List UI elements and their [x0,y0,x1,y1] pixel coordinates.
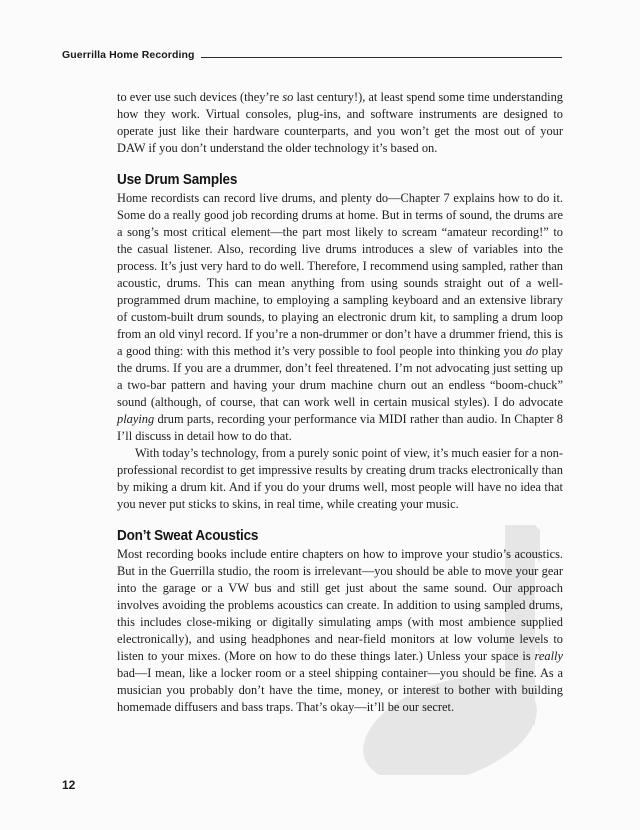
text-run: bad—I mean, like a locker room or a steel shipping container—you should be fine. As a musician you probably don’t have the time, money, or interest to bother with building homemade diffusers and bass traps. That’s okay—it’ll be our secret. [117,666,563,714]
text-run: Home recordists can record live drums, and plenty do—Chapter 7 explains how to do it. Some do a really good job recording drums at home. But in terms of sound, the drums are a song’s most critical element—the part most likely to scream “amateur recording!” to the casual listener. Also, recording live drums introduces a slew of variables into the process. It’s just very hard to do well. Therefore, I recommend using sampled, rather than acoustic, drums. This can mean anything from using sounds straight out of a well-programmed drum machine, to employing a sampling keyboard and an extensive library of custom-built drum sounds, to playing an electronic drum kit, to sampling a drum loop from an old vinyl record. If you’re a non-drummer or don’t have a drummer friend, this is a good thing: with this method it’s very possible to fool people into thinking you [117,191,563,358]
main-text [117,89,563,716]
text-run: last century!), at least spend some time understanding how they work. Virtual consoles, plug-ins, and software instruments are designed to operate just like their hardware counterparts, and you won’t get the most out of your DAW if you don’t understand the older technology it’s based on. [117,90,563,155]
page-number: 12 [62,778,76,792]
running-head-rule [201,57,562,58]
text-run: play the drums. If you are a drummer, don’t feel threatened. I’m not advocating just setting up a two-bar pattern and having your drum machine churn out an endless “boom-chuck” sound (although, of course, that can work well in certain musical styles). I do advocate [117,344,563,409]
emphasis-text: do [525,344,539,358]
running-head [62,47,562,61]
section-body-use-drum-samples [117,190,563,513]
emphasis-text: so [282,90,294,104]
body-paragraph [117,190,563,445]
section-heading-dont-sweat-acoustics: Don’t Sweat Acoustics [117,527,259,544]
text-run: drum parts, recording your performance via MIDI rather than audio. In Chapter 8 I’ll discuss in detail how to do that. [117,412,563,443]
body-paragraph [117,445,563,513]
section-body-dont-sweat-acoustics [117,546,563,716]
body-paragraph [117,546,563,716]
text-run: to ever use such devices (they’re [117,90,283,104]
text-run: Most recording books include entire chapters on how to improve your studio’s acoustics. But in the Guerrilla studio, the room is irrelevant—you should be able to move your gear into the garage or a VW bus and still get just about the same sound. Our approach involves avoiding the problems acoustics can create. In addition to using sampled drums, this includes close-miking or digitally simulating amps (with most ambience supplied electronically), and using headphones and near-field monitors at low volume levels to listen to your mixes. (More on how to do these things later.) Unless your space is [117,547,563,663]
emphasis-text: playing [117,412,155,426]
emphasis-text: really [534,649,563,663]
intro-paragraph [117,89,563,157]
text-run: With today’s technology, from a purely sonic point of view, it’s much easier for a non-professional recordist to get impressive results by creating drum tracks electronically than by miking a drum kit. And if you do your drums well, most people will have no idea that you never put sticks to skins, in real time, while creating your music. [117,446,563,511]
section-heading-use-drum-samples: Use Drum Samples [117,171,238,188]
running-head-title: Guerrilla Home Recording [62,49,195,61]
